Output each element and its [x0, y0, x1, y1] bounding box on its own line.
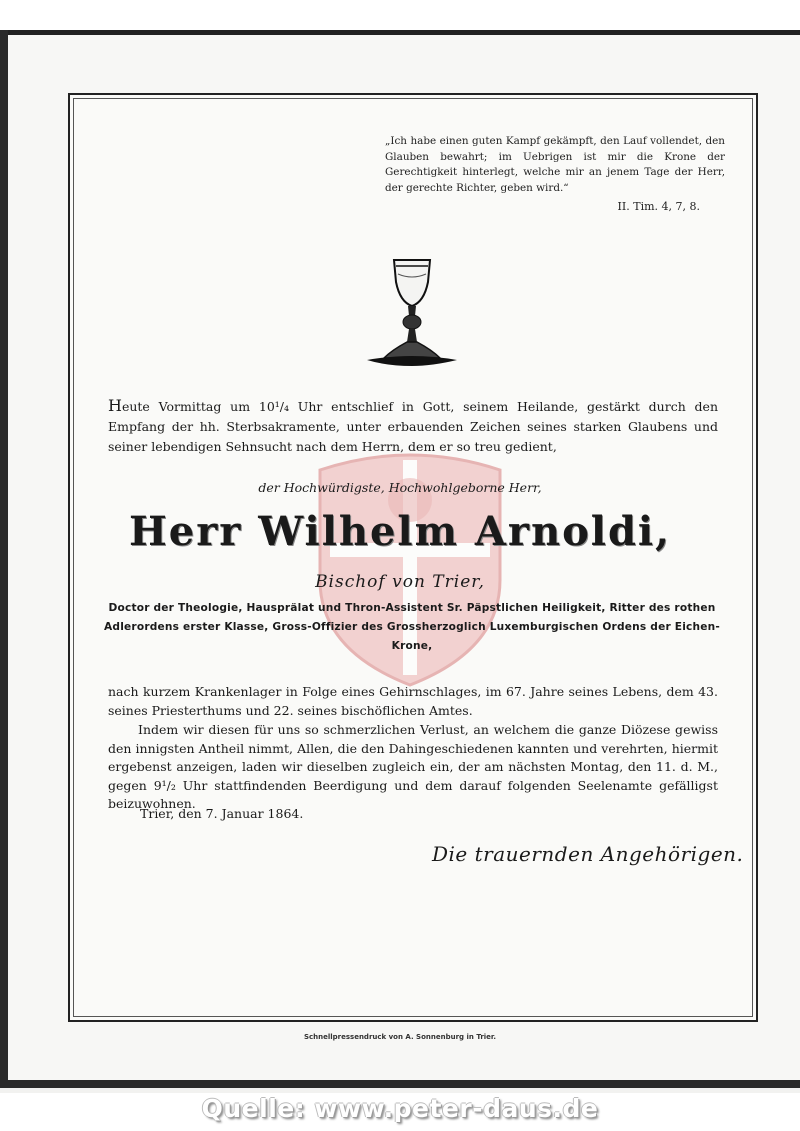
bible-reference: II. Tim. 4, 7, 8.	[617, 200, 700, 213]
funeral-invitation-paragraph: Indem wir diesen für uns so schmerzlichen Verlust, an welchem die ganze Diözese gewiss den innigsten Antheil nimmt, Allen, die den Dahingeschiedenen kannten und verehrten, hiermit ergebenst anzeigen, laden wir dieselben zugleich ein, der am nächsten Montag, den 11. d. M., gegen 9¹/₂ Uhr stattfindenden Beerdigung und dem darauf folgenden Seelenamte gefälligst beizuwohnen.	[108, 722, 718, 811]
honorific-line: der Hochwürdigste, Hochwohlgeborne Herr,	[258, 480, 542, 495]
deceased-office: Bischof von Trier,	[315, 572, 485, 592]
place-and-date: Trier, den 7. Januar 1864.	[140, 806, 304, 821]
dropcap-letter: H	[108, 396, 122, 415]
scan-edge-left	[0, 30, 8, 1088]
deceased-name: Herr Wilhelm Arnoldi,	[128, 508, 672, 555]
bible-quote: „Ich habe einen guten Kampf gekämpft, den Lauf vollendet, den Glauben bewahrt; im Uebrigen ist mir die Krone der Gerechtigkeit hinterlegt, welche mir an jenem Tage der Herr, der gerechte Richter, geben wird.“	[385, 135, 725, 194]
chalice-illustration	[362, 252, 462, 370]
mourners-signature: Die trauernden Angehörigen.	[432, 842, 744, 866]
death-circumstances-paragraph: nach kurzem Krankenlager in Folge eines Gehirnschlages, im 67. Jahre seines Lebens, dem 43. seines Priesterthums und 22. seines bischöflichen Amtes.	[108, 684, 718, 718]
printer-imprint: Schnellpressendruck von A. Sonnenburg in Trier.	[303, 1033, 497, 1041]
source-watermark: Quelle: www.peter-daus.de	[201, 1094, 599, 1123]
deceased-titles: Doctor der Theologie, Hausprälat und Thron-Assistent Sr. Päpstlichen Heiligkeit, Ritter des rothen Adlerordens erster Klasse, Gross-Offizier des Grossherzoglich Luxemburgischen Ordens der Eichen-Krone,	[104, 602, 720, 652]
scan-edge-bottom	[0, 1080, 800, 1088]
opening-text: eute Vormittag um 10¹/₄ Uhr entschlief in Gott, seinem Heilande, gestärkt durch den Empfang der hh. Sterbsakramente, unter erbauenden Zeichen seines starken Glaubens und seiner lebendigen Sehnsucht nach dem Herrn, dem er so treu gedient,	[108, 399, 718, 454]
announcement-opening-paragraph	[108, 396, 718, 457]
